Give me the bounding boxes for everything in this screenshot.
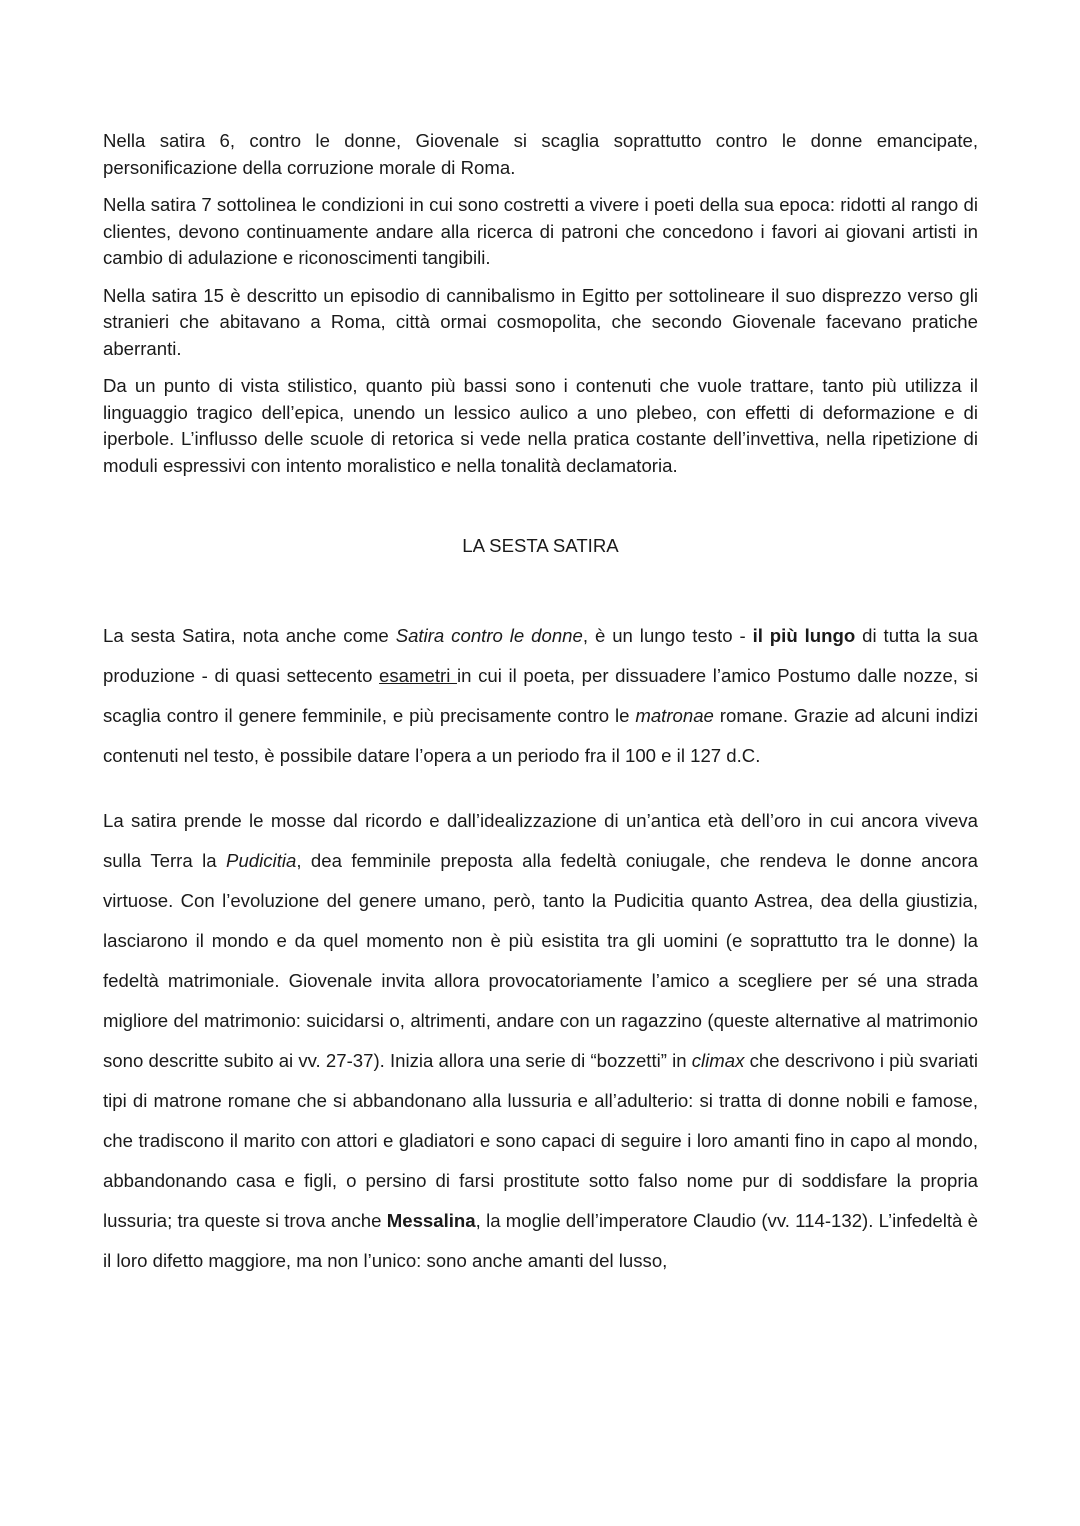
paragraph-satira-7: Nella satira 7 sottolinea le condizioni in cui sono costretti a vivere i poeti della sua epoca: ridotti al rango di clientes, devono continuamente andare alla ricerca di patroni che concedono i favori ai giovani artisti in cambio di adulazione e riconoscimenti tangibili.	[103, 194, 978, 268]
paragraph-satira-6: Nella satira 6, contro le donne, Giovenale si scaglia soprattutto contro le donne emancipate, personificazione della corruzione morale di Roma.	[103, 130, 978, 178]
paragraph-satira-15: Nella satira 15 è descritto un episodio di cannibalismo in Egitto per sottolineare il suo disprezzo verso gli stranieri che abitavano a Roma, città ormai cosmopolita, che secondo Giovenale facevano pratiche aberranti.	[103, 284, 978, 359]
paragraph-sesta-satira-contenuto: La satira prende le mosse dal ricordo e dall’idealizzazione di un’antica età dell’oro in cui ancora viveva sulla Terra la Pudicitia, dea femminile preposta alla fedeltà coniugale, che rendeva le donne ancora virtuose. Con l’evoluzione del genere umano, però, tanto la Pudicitia quanto Astrea, dea della giustizia, lasciarono il mondo e da quel momento non è più esistita tra gli uomini (e soprattutto tra le donne) la fedeltà matrimoniale. Giovenale invita allora provocatoriamente l’amico a scegliere per sé una strada migliore del matrimonio: suicidarsi o, altrimenti, andare con un ragazzino (queste alternative al matrimonio sono descritte subito ai vv. 27-37). Inizia allora una serie di “bozzetti” in climax che descrivono i più svariati tipi di matrone romane che si abbandonano alla lussuria e all’adulterio: si tratta di donne nobili e famose, che tradiscono il marito con attori e gladiatori e sono capaci di seguire i loro amanti fino in capo al mondo, abbandonando casa e figli, o persino di farsi prostitute sotto falso nome pur di soddisfare la propria lussuria; tra queste si trova anche Messalina, la moglie dell’imperatore Claudio (vv. 114-132). L’infedeltà è il loro difetto maggiore, ma non l’unico: sono anche amanti del lusso,	[103, 810, 979, 1271]
paragraph-stile: Da un punto di vista stilistico, quanto più bassi sono i contenuti che vuole trattare, tanto più utilizza il linguaggio tragico dell’epica, unendo un lessico aulico a uno plebeo, con effetti di deformazione e di iperbole. L’influsso delle scuole di retorica si vede nella pratica costante dell’invettiva, nella ripetizione di moduli espressivi con intento moralistico e nella tonalità declamatoria.	[103, 375, 978, 476]
paragraph-sesta-satira-intro: La sesta Satira, nota anche come Satira contro le donne, è un lungo testo - il più lungo di tutta la sua produzione - di quasi settecento esametri in cui il poeta, per dissuadere l’amico Postumo dalle nozze, si scaglia contro il genere femminile, e più precisamente contro le matronae romane. Grazie ad alcuni indizi contenuti nel testo, è possibile datare l’opera a un periodo fra il 100 e il 127 d.C.	[103, 625, 978, 766]
section-heading: LA SESTA SATIRA	[462, 535, 619, 556]
document-page	[103, 128, 978, 1281]
esametri-link[interactable]: esametri	[379, 665, 457, 686]
